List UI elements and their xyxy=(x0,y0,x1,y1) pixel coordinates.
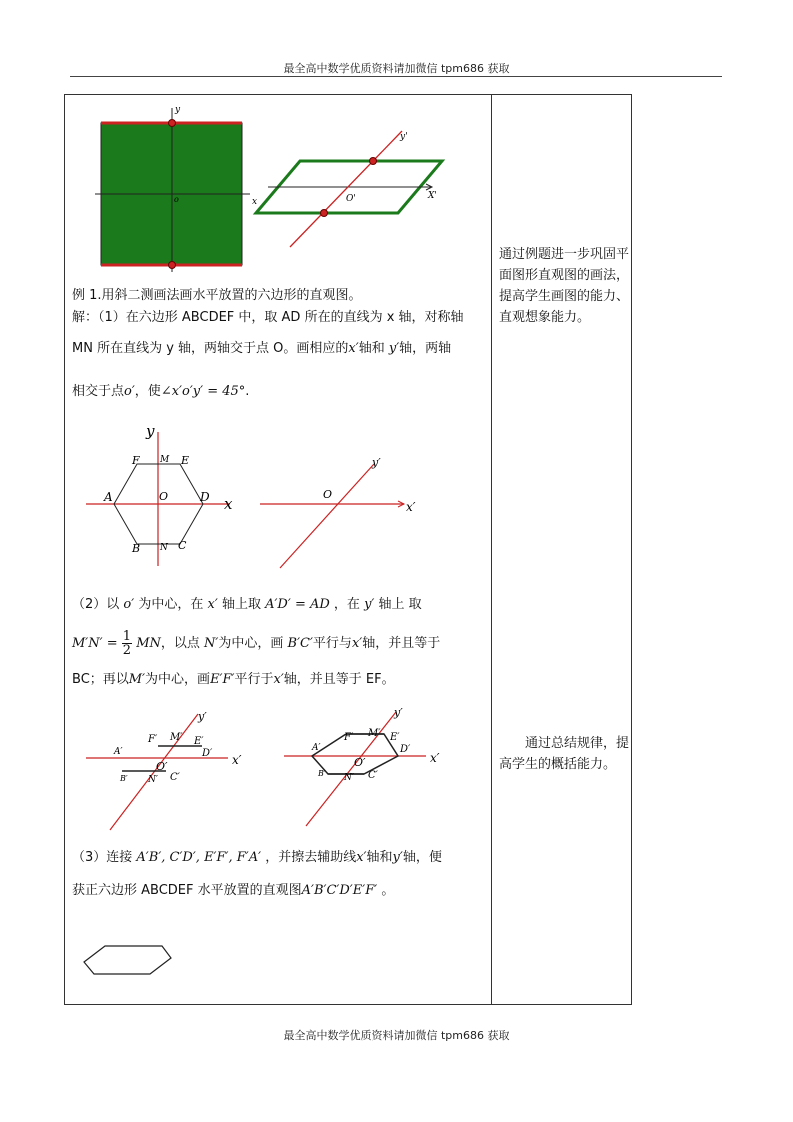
c1-Mp: M′ xyxy=(170,732,183,743)
step2-line-1: （2）以 o′ 为中心，在 x′ 轴上取 A′D′ = AD ，在 y′ 轴上 取 xyxy=(72,597,422,612)
step3-line-2: 获正六边形 ABCDEF 水平放置的直观图A′B′C′D′E′F′ 。 xyxy=(72,883,395,898)
c1-xp: x′ xyxy=(232,753,242,767)
c1-Op: O′ xyxy=(156,760,168,773)
hex-B-label: B xyxy=(132,542,141,555)
hex-E-label: E xyxy=(181,454,190,467)
c2-Ep: E′ xyxy=(390,732,400,743)
c1-Fp: F′ xyxy=(148,734,158,745)
fig1-y-label: y xyxy=(175,105,181,115)
step2-line-3: BC；再以M′为中心，画E′F′平行于x′轴，并且等于 EF。 xyxy=(72,672,395,687)
c2-yp: y′ xyxy=(394,706,403,719)
c2-Op: O′ xyxy=(354,756,366,769)
c2-Dp: D′ xyxy=(400,744,411,755)
hex-A-label: A xyxy=(104,490,113,504)
page-footer: 最全高中数学优质资料请加微信 tpm686 获取 xyxy=(283,1029,510,1042)
oblique-y-axis xyxy=(280,464,374,568)
oblique-xp-label: x′ xyxy=(406,500,416,514)
c2-Bp: B′ xyxy=(318,769,326,778)
square-top-point xyxy=(169,120,176,127)
c1-y-axis xyxy=(110,714,198,830)
sidebar-note-1: 通过例题进一步巩固平面图形直观图的画法，提高学生画图的能力、直观想象能力。 xyxy=(499,247,630,325)
c2-Cp: C′ xyxy=(368,770,378,781)
c1-Cp: C′ xyxy=(170,772,180,783)
hex-x-label: x xyxy=(224,495,233,513)
example-title: 例 1.用斜二测画法画水平放置的六边形的直观图。 xyxy=(72,288,362,303)
c2-xp: x′ xyxy=(430,751,440,765)
fig1-xp-label: X' xyxy=(428,191,437,201)
oblique-yp-label: y′ xyxy=(372,456,381,469)
step2-line-2: M′N′ = $\frac{1}{2}$ MN，以点 N′为中心，画 B′C′平行与x′轴，并且等于 xyxy=(72,629,441,658)
c1-Dp: D′ xyxy=(202,748,213,759)
column-divider xyxy=(491,94,492,1005)
c1-yp: y′ xyxy=(198,710,207,723)
solution-line-3: 相交于点o′，使∠x′o′y′ = 45°. xyxy=(72,384,250,399)
solution-line-2: MN 所在直线为 y 轴，两轴交于点 O。画相应的x′轴和 y′轴，两轴 xyxy=(72,341,452,356)
parallelogram-bottom-point xyxy=(321,210,328,217)
hex-C-label: C xyxy=(178,539,187,552)
parallelogram-top-point xyxy=(370,158,377,165)
figure-final-hexagon xyxy=(80,940,180,980)
sidebar-note-2: 通过总结规律，提高学生的概括能力。 xyxy=(499,736,630,772)
square-bottom-point xyxy=(169,262,176,269)
page-header: 最全高中数学优质资料请加微信 tpm686 获取 xyxy=(283,62,510,75)
hex-D-label: D xyxy=(200,490,210,504)
header-rule xyxy=(70,76,722,77)
c1-Ap: A′ xyxy=(114,747,123,757)
step3-line-1: （3）连接 A′B′, C′D′, E′F′, F′A′ ，并擦去辅助线x′轴和y′轴，便 xyxy=(72,850,442,865)
figure-hexagon-axes xyxy=(80,418,430,578)
fig1-yp-label: y' xyxy=(400,132,408,142)
hex-M-label: M xyxy=(160,455,170,465)
c1-Np: N′ xyxy=(148,775,158,785)
oblique-O-label: O xyxy=(323,488,333,501)
hex-N-label: N xyxy=(160,543,168,553)
fig1-x-label: x xyxy=(252,197,258,207)
hex-O-label: O xyxy=(159,490,169,503)
hex-y-label: y xyxy=(146,422,155,440)
fig1-op-label: O' xyxy=(346,194,356,204)
c2-Mp: M′ xyxy=(368,728,381,739)
c2-Ap: A′ xyxy=(312,743,321,753)
figure-step2 xyxy=(84,704,454,834)
final-hexagon xyxy=(84,946,171,974)
figure-square-parallelogram xyxy=(90,100,490,275)
fig1-o-label: o xyxy=(174,195,179,204)
solution-line-1: 解：（1）在六边形 ABCDEF 中，取 AD 所在的直线为 x 轴，对称轴 xyxy=(72,310,464,325)
parallelogram-y-axis xyxy=(290,131,402,247)
c2-Np: N′ xyxy=(344,773,354,783)
hex-F-label: F xyxy=(132,454,140,467)
c2-Fp: F′ xyxy=(344,732,354,743)
c1-Ep: E′ xyxy=(194,736,204,747)
c1-Bp: B′ xyxy=(120,774,128,783)
